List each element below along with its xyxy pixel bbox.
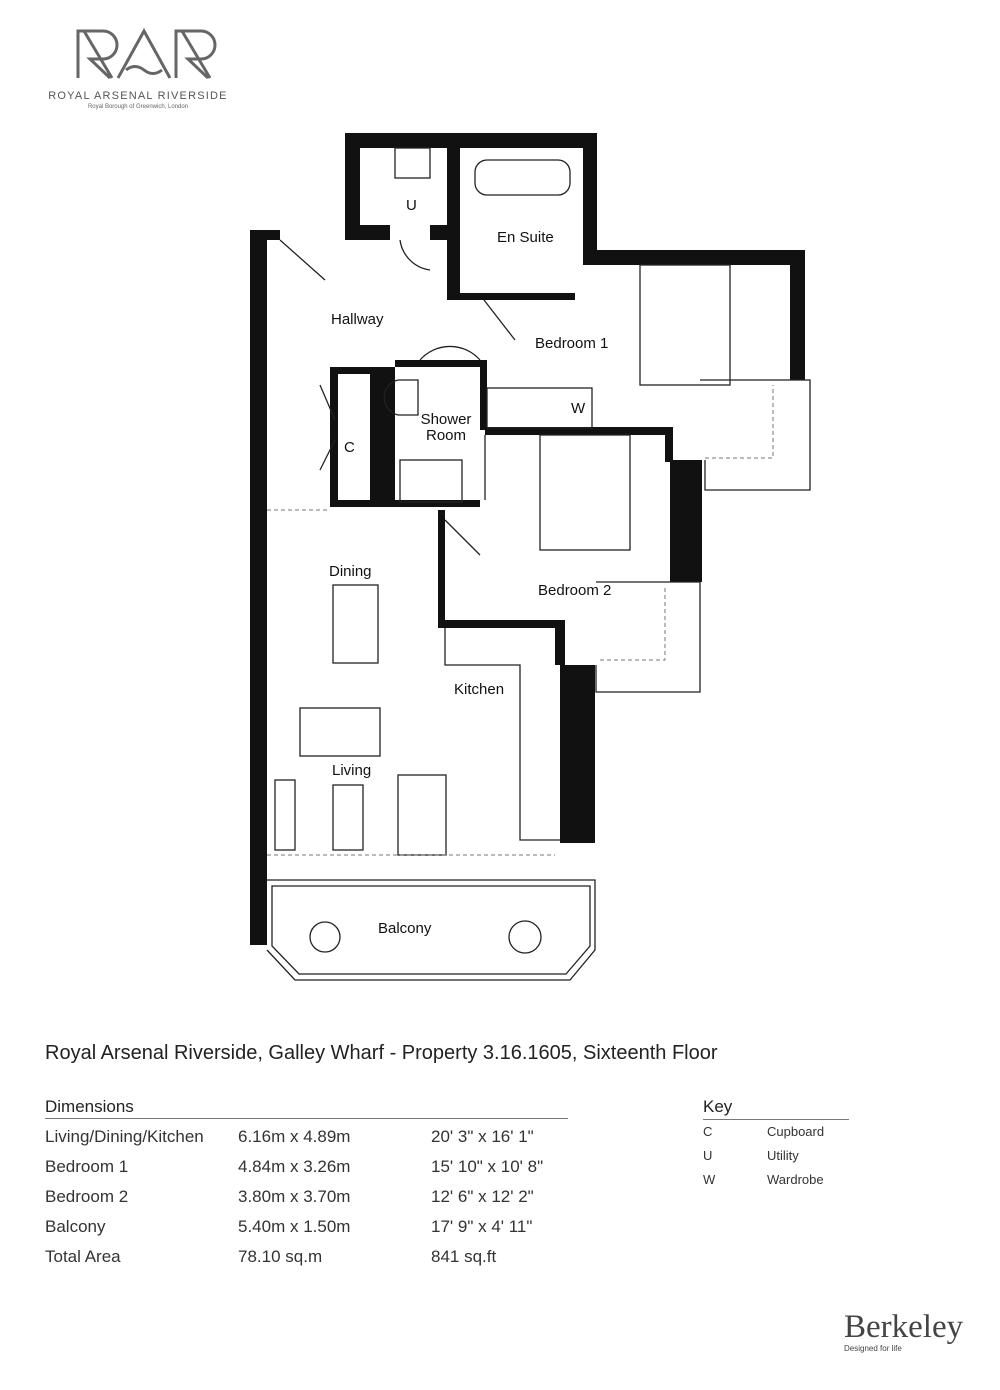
key-code: C (703, 1124, 713, 1139)
key-label: Cupboard (767, 1124, 825, 1139)
room-label-shower-room: Shower Room (420, 411, 472, 444)
berkeley-logo (844, 1310, 963, 1353)
dim-metric: 4.84m x 3.26m (238, 1157, 351, 1176)
dim-metric: 78.10 sq.m (238, 1247, 323, 1266)
room-label-balcony: Balcony (378, 920, 432, 937)
key-heading: Key (703, 1097, 733, 1116)
dim-metric: 6.16m x 4.89m (238, 1127, 351, 1146)
room-label-hallway: Hallway (331, 311, 384, 328)
dim-metric: 5.40m x 1.50m (238, 1217, 351, 1236)
room-label-bedroom-2: Bedroom 2 (538, 582, 612, 599)
property-title: Royal Arsenal Riverside, Galley Wharf - Property 3.16.1605, Sixteenth Floor (45, 1042, 718, 1064)
room-label-kitchen: Kitchen (454, 681, 505, 698)
dim-imperial: 15' 10" x 10' 8" (431, 1157, 544, 1176)
dim-room: Living/Dining/Kitchen (45, 1127, 204, 1146)
logo-subtitle: Royal Borough of Greenwich, London (87, 104, 189, 110)
dim-room: Bedroom 1 (45, 1157, 129, 1176)
key-label: Utility (767, 1148, 799, 1163)
dim-room: Bedroom 2 (45, 1187, 129, 1206)
logo-name: ROYAL ARSENAL RIVERSIDE (48, 90, 228, 102)
dim-imperial: 17' 9" x 4' 11" (431, 1217, 533, 1236)
room-label-utility: U (406, 197, 417, 214)
dim-metric: 3.80m x 3.70m (238, 1187, 351, 1206)
room-label-dining: Dining (329, 563, 372, 580)
dim-imperial: 12' 6" x 12' 2" (431, 1187, 534, 1206)
dim-imperial: 20' 3" x 16' 1" (431, 1127, 534, 1146)
key-divider (703, 1119, 849, 1120)
dim-imperial: 841 sq.ft (431, 1247, 497, 1266)
key-code: U (703, 1148, 713, 1163)
dim-room: Total Area (45, 1247, 121, 1266)
dimensions-divider (45, 1118, 568, 1119)
dimensions-heading: Dimensions (45, 1097, 134, 1116)
room-label-en-suite: En Suite (497, 229, 554, 246)
room-label-bedroom-1: Bedroom 1 (535, 335, 609, 352)
dim-room: Balcony (45, 1217, 106, 1236)
room-label-wardrobe: W (571, 400, 586, 417)
room-label-living: Living (332, 762, 372, 779)
room-label-cupboard: C (344, 439, 355, 456)
key-code: W (703, 1172, 716, 1187)
berkeley-name: Berkeley (844, 1309, 964, 1345)
berkeley-tagline: Designed for life (844, 1344, 902, 1353)
key-label: Wardrobe (767, 1172, 824, 1187)
